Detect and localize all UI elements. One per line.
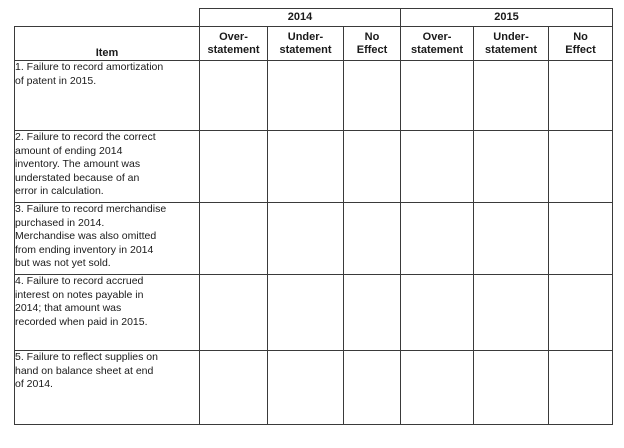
answer-cell[interactable] [401, 351, 474, 425]
header-line: Over- [219, 30, 248, 43]
item-line: amount of ending 2014 [15, 144, 123, 157]
no-effect-2015-header [549, 27, 613, 61]
answer-cell[interactable] [401, 203, 474, 275]
item-cell [15, 131, 200, 203]
overstatement-2014-header [200, 27, 268, 61]
header-line: Under- [287, 30, 324, 43]
answer-cell[interactable] [401, 131, 474, 203]
answer-cell[interactable] [344, 275, 401, 351]
answer-cell[interactable] [401, 61, 474, 131]
answer-cell[interactable] [200, 275, 268, 351]
answer-cell[interactable] [474, 275, 549, 351]
answer-cell[interactable] [268, 61, 344, 131]
item-line: 1. Failure to record amortization [15, 61, 164, 73]
header-line: Under- [493, 30, 529, 43]
year-header-row [15, 9, 613, 27]
overstatement-2015-header [401, 27, 474, 61]
item-line: understated because of an [15, 171, 140, 184]
error-analysis-table [14, 8, 613, 425]
answer-cell[interactable] [549, 275, 613, 351]
header-line: Over- [422, 30, 452, 43]
item-line: 2014; that amount was [15, 302, 122, 315]
table-row [15, 61, 613, 131]
answer-cell[interactable] [268, 351, 344, 425]
item-line: but was not yet sold. [15, 257, 111, 270]
table-row [15, 275, 613, 351]
answer-cell[interactable] [268, 131, 344, 203]
item-header: Item [15, 27, 200, 61]
item-line: purchased in 2014. [15, 216, 105, 229]
item-line: inventory. The amount was [15, 158, 141, 171]
answer-cell[interactable] [474, 61, 549, 131]
answer-cell[interactable] [344, 61, 401, 131]
item-line: interest on notes payable in [15, 288, 144, 301]
answer-cell[interactable] [474, 131, 549, 203]
year-2015-header: 2015 [401, 9, 613, 27]
item-line: of 2014. [15, 378, 53, 391]
answer-cell[interactable] [200, 351, 268, 425]
item-line: hand on balance sheet at end [15, 364, 154, 377]
header-line: statement [411, 43, 464, 56]
table-row [15, 131, 613, 203]
item-line: recorded when paid in 2015. [15, 315, 148, 328]
answer-cell[interactable] [549, 351, 613, 425]
no-effect-2014-header [344, 27, 401, 61]
answer-cell[interactable] [268, 203, 344, 275]
answer-cell[interactable] [344, 203, 401, 275]
understatement-2015-header [474, 27, 549, 61]
item-line: Merchandise was also omitted [15, 230, 157, 243]
header-line: Effect [565, 43, 596, 56]
item-line: error in calculation. [15, 185, 104, 198]
table-row [15, 351, 613, 425]
answer-cell[interactable] [474, 351, 549, 425]
answer-cell[interactable] [549, 203, 613, 275]
item-cell [15, 61, 200, 131]
answer-cell[interactable] [401, 275, 474, 351]
year-2014-header: 2014 [200, 9, 401, 27]
item-cell [15, 275, 200, 351]
table-row [15, 203, 613, 275]
item-line: 5. Failure to reflect supplies on [15, 351, 158, 363]
header-line: statement [485, 43, 538, 56]
item-line: 4. Failure to record accrued [15, 275, 144, 287]
header-line: No [573, 30, 588, 43]
answer-cell[interactable] [200, 131, 268, 203]
header-line: statement [279, 43, 332, 56]
item-line: 2. Failure to record the correct [15, 131, 156, 143]
understatement-2014-header [268, 27, 344, 61]
answer-cell[interactable] [549, 61, 613, 131]
answer-cell[interactable] [344, 131, 401, 203]
corner-blank [15, 9, 200, 27]
item-line: of patent in 2015. [15, 74, 97, 87]
item-line: 3. Failure to record merchandise [15, 203, 167, 215]
effect-header-row [15, 27, 613, 61]
answer-cell[interactable] [200, 203, 268, 275]
item-cell [15, 351, 200, 425]
header-line: Effect [356, 43, 388, 56]
answer-cell[interactable] [344, 351, 401, 425]
answer-cell[interactable] [474, 203, 549, 275]
item-cell [15, 203, 200, 275]
item-line: from ending inventory in 2014 [15, 243, 154, 256]
header-line: statement [207, 43, 260, 56]
answer-cell[interactable] [200, 61, 268, 131]
answer-cell[interactable] [268, 275, 344, 351]
header-line: No [364, 30, 380, 43]
answer-cell[interactable] [549, 131, 613, 203]
